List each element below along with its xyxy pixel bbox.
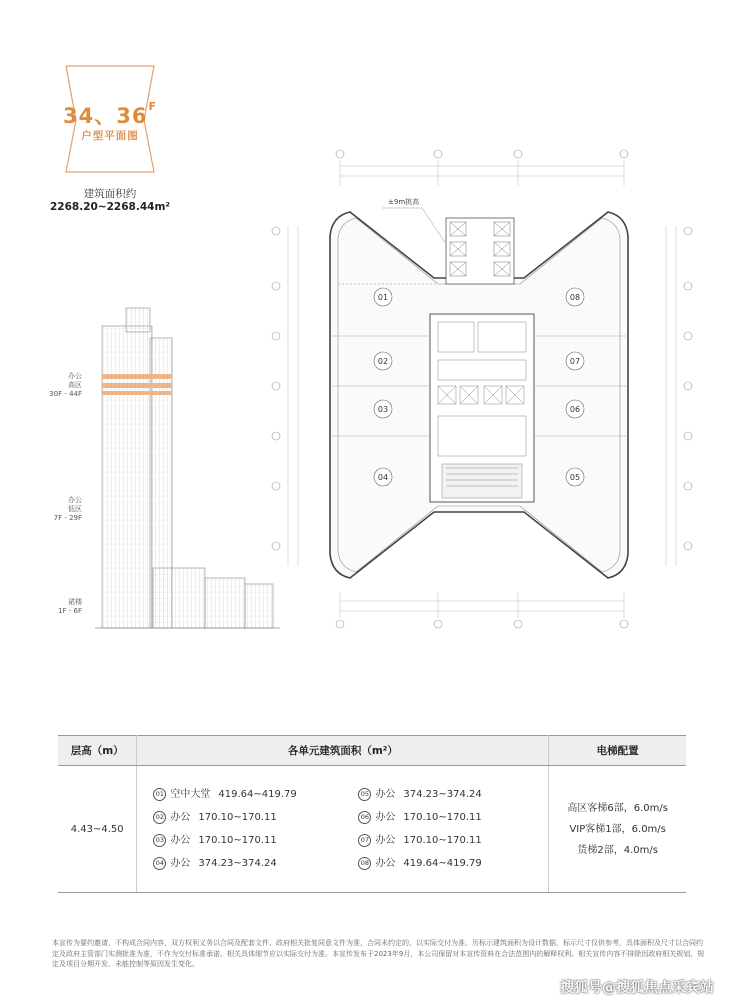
unit-area-list — [137, 766, 549, 893]
unit-label-01: 01 — [377, 293, 389, 302]
area-label: 建筑面积约 — [83, 188, 137, 200]
unit-row: 01 空中大堂 419.64~419.79 — [153, 788, 358, 802]
unit-row: 08 办公 419.64~419.79 — [358, 857, 548, 871]
unit-row: 02 办公 170.10~170.11 — [153, 811, 358, 825]
unit-label-06: 06 — [569, 405, 581, 414]
zone-high-office: 办公 高区 30F - 44F — [49, 372, 82, 398]
elevator-freight: 货梯2部，4.0m/s — [577, 844, 658, 856]
area-value: 2268.20~2268.44m² — [50, 201, 170, 213]
floor-plan-subtitle: 户型平面图 — [81, 130, 139, 142]
watermark: 搜狐号@搜狐焦点采宾站 — [560, 980, 714, 996]
header-floor-height: 层高（m） — [58, 736, 137, 766]
unit-label-03: 03 — [377, 405, 389, 414]
header-unit-areas: 各单元建筑面积（m²） — [137, 736, 549, 766]
unit-row: 05 办公 374.23~374.24 — [358, 788, 548, 802]
elevator-high-zone: 高区客梯6部，6.0m/s — [567, 802, 668, 814]
header-elevators: 电梯配置 — [549, 736, 686, 766]
zone-podium: 裙楼 1F - 6F — [58, 598, 82, 615]
unit-row: 06 办公 170.10~170.11 — [358, 811, 548, 825]
ceiling-height-note: ±9m挑高 — [388, 198, 420, 206]
floor-number: 34、$36^F$ — [63, 100, 157, 128]
unit-label-05: 05 — [569, 473, 581, 482]
zone-low-office: 办公 低区 7F - 29F — [53, 496, 82, 522]
unit-label-04: 04 — [377, 473, 389, 482]
unit-row: 04 办公 374.23~374.24 — [153, 857, 358, 871]
floor-plan-drawing — [262, 146, 702, 646]
unit-row: 07 办公 170.10~170.11 — [358, 834, 548, 848]
elevator-config — [549, 766, 686, 893]
unit-row: 03 办公 170.10~170.11 — [153, 834, 358, 848]
spec-table — [58, 735, 686, 893]
disclaimer-text: 本宣传为要约邀请，不构成合同内容，双方权利义务以合同及配套文件、政府相关批复同意文件为准，合同未约定的，以实际交付为准。历标示建筑面积为设计数据，标示尺寸仅供参考，具体面积及尺寸以合同约定及政府主管部门实测批准为准，不作为交付标准承诺。相关具体细节应以实际交付为准。本宣传发布于2023年9月，本公司保留对本宣传资料在合法范围内的解释权利。相关宣传内容不排除因政府相关规划、规定及项目分期开发、未能控制等原因发生变化。 — [52, 939, 705, 968]
unit-label-08: 08 — [569, 293, 581, 302]
floor-height-value: 4.43~4.50 — [58, 766, 137, 893]
unit-label-07: 07 — [569, 357, 581, 366]
elevator-vip: VIP客梯1部，6.0m/s — [569, 823, 666, 835]
unit-label-02: 02 — [377, 357, 389, 366]
